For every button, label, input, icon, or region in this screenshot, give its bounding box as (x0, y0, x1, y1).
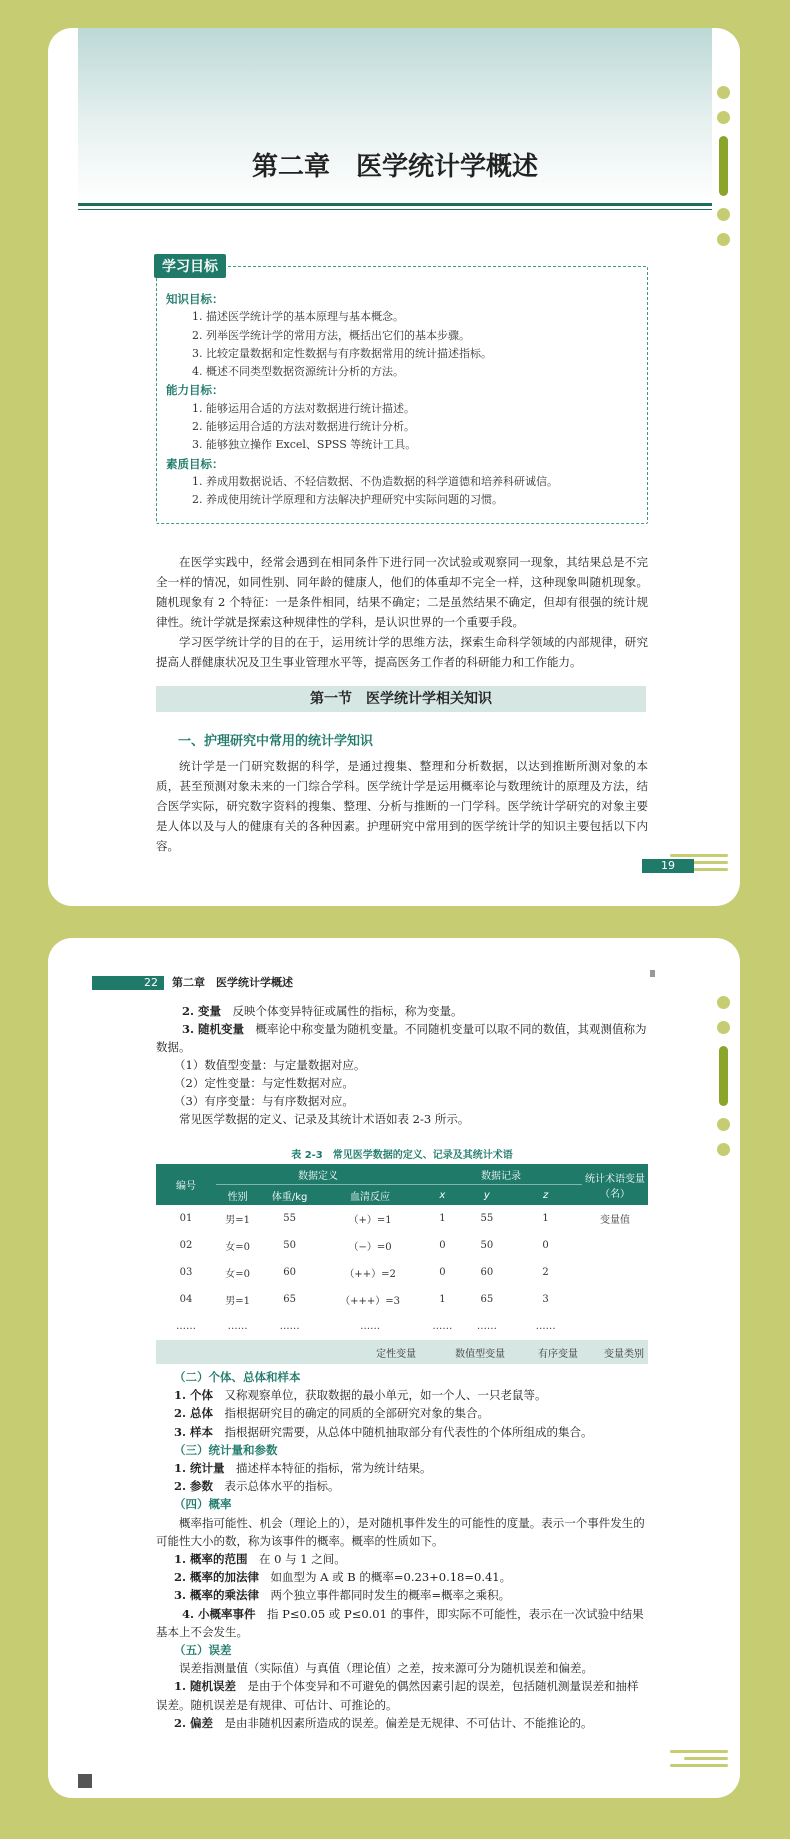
cell: 2 (542, 1267, 549, 1278)
var-type: （1）数值型变量：与定量数据对应。 (174, 1058, 366, 1072)
cell: 55 (480, 1213, 494, 1224)
subsection-heading: （五）误差 (174, 1643, 232, 1658)
goal-item: 1. 能够运用合适的方法对数据进行统计描述。 (192, 401, 415, 415)
th-sub: y (465, 1185, 510, 1206)
term-label: 2. 总体 (174, 1406, 214, 1421)
term-label: 1. 随机误差 (174, 1679, 237, 1694)
cell: 60 (480, 1267, 494, 1278)
th-sub: 性别 (216, 1185, 259, 1206)
cell: …… (227, 1321, 248, 1332)
intro-paragraph: 在医学实践中，经常会遇到在相同条件下进行同一次试验或观察同一现象，其结果总是不完全一样的情况，如同性别、同年龄的健康人，他们的体重却不完全一样，这种现象叫随机现象。随机现象有 2 个特征：一是条件相同，结果不确定；二是虽然结果不确定，但却有很强的统计规律性。统计学就是探索这种规律性的学科，是认识世界的一个重要手段。 (156, 555, 648, 629)
cell: 3 (542, 1294, 549, 1305)
goal-category: 能力目标： (166, 383, 224, 398)
term-text: 两个独立事件都同时发生的概率=概率之乘积。 (259, 1588, 511, 1603)
table-intro: 常见医学数据的定义、记录及其统计术语如表 2-3 所示。 (179, 1112, 470, 1126)
term-label: 2. 偏差 (174, 1715, 214, 1730)
term-label: 1. 概率的范围 (174, 1552, 248, 1567)
goal-item: 3. 比较定量数据和定性数据与有序数据常用的统计描述指标。 (192, 346, 492, 360)
table-row (156, 1286, 648, 1313)
corner-mark (78, 1774, 92, 1788)
paragraph: 概率指可能性、机会（理论上的），是对随机事件发生的可能性的度量。表示一个事件发生的可能性大小的数，称为该事件的概率。概率的性质如下。 (156, 1515, 645, 1548)
goal-item: 1. 描述医学统计学的基本原理与基本概念。 (192, 310, 404, 324)
term-text: 指根据研究需要，从总体中随机抽取部分有代表性的个体所组成的集合。 (213, 1424, 593, 1439)
subsection-heading: （四）概率 (174, 1497, 232, 1512)
term-label: 2. 概率的加法律 (174, 1570, 260, 1585)
term-label: 3. 概率的乘法律 (174, 1588, 260, 1603)
th-rec: 数据记录 (420, 1164, 582, 1185)
cell: 女=0 (225, 1242, 251, 1253)
cell (582, 1259, 648, 1286)
cell: 0 (542, 1240, 549, 1251)
cell (582, 1286, 648, 1313)
cell: 0 (439, 1240, 446, 1251)
cell: …… (535, 1321, 556, 1332)
cell: 1 (439, 1213, 446, 1224)
table-row (156, 1313, 648, 1340)
th-sub: 体重/kg (259, 1185, 320, 1206)
term-label: 3. 样本 (174, 1424, 214, 1439)
term-text: 表示总体水平的指标。 (213, 1479, 340, 1494)
term-text: 又称观察单位，获取数据的最小单元，如一个人、一只老鼠等。 (213, 1388, 547, 1403)
cell: （++）=2 (344, 1269, 396, 1280)
side-decoration (716, 86, 730, 258)
footer-cell: 数值型变量 (420, 1340, 509, 1364)
term-label: 2. 变量 (182, 1004, 222, 1018)
goal-item: 1. 养成用数据说话、不轻信数据、不伪造数据的科学道德和培养科研诚信。 (192, 474, 558, 488)
term-label: 1. 个体 (174, 1388, 214, 1403)
term-text: 是由于个体变异和不可避免的偶然因素引起的误差，包括随机测量误差和抽样误差。随机误差是有规律、可估计、可推论的。 (156, 1679, 639, 1712)
cell: 50 (283, 1240, 296, 1251)
cell: 65 (283, 1294, 296, 1305)
sub-heading: 一、护理研究中常用的统计学知识 (178, 734, 374, 749)
goal-item: 3. 能够独立操作 Excel、SPSS 等统计工具。 (192, 438, 417, 452)
goal-category: 素质目标： (166, 456, 224, 471)
subsection-heading: （三）统计量和参数 (174, 1442, 278, 1457)
paragraph: 误差指测量值（实际值）与真值（理论值）之差，按来源可分为随机误差和偏差。 (179, 1661, 593, 1676)
header-chapter: 第二章 医学统计学概述 (172, 976, 293, 989)
th-id: 编号 (156, 1164, 216, 1205)
table-row (156, 1205, 648, 1232)
cell: …… (176, 1321, 196, 1332)
corner-mark (650, 970, 655, 977)
cell: 01 (179, 1213, 193, 1224)
th-sub: z (509, 1185, 582, 1206)
cell: 50 (480, 1240, 494, 1251)
term-text: 指 P≤0.05 或 P≤0.01 的事件，即实际不可能性，表示在一次试验中结果基本上不会发生。 (156, 1606, 644, 1639)
data-table (156, 1164, 648, 1364)
cell: …… (432, 1321, 453, 1332)
th-sub: x (420, 1185, 465, 1206)
term-label: 3. 随机变量 (182, 1022, 245, 1036)
cell: 女=0 (225, 1269, 251, 1280)
footer-cell: 有序变量 (509, 1340, 582, 1364)
book-page-19 (48, 28, 740, 906)
cell: 60 (283, 1267, 296, 1278)
term-text: 指根据研究目的确定的同质的全部研究对象的集合。 (213, 1406, 490, 1421)
table-title: 表 2-3 常见医学数据的定义、记录及其统计术语 (291, 1150, 513, 1161)
cell: 04 (179, 1294, 193, 1305)
term-label: 2. 参数 (174, 1479, 214, 1494)
goal-item: 2. 列举医学统计学的常用方法，概括出它们的基本步骤。 (192, 328, 470, 342)
th-sub: 血清反应 (320, 1185, 420, 1206)
cell: 1 (542, 1213, 549, 1224)
cell: …… (476, 1321, 497, 1332)
cell: 65 (480, 1294, 494, 1305)
term-text: 在 0 与 1 之间。 (247, 1552, 346, 1567)
cell: 0 (439, 1267, 446, 1278)
footer-cell: 变量类别 (582, 1340, 648, 1364)
cell: （−）=0 (348, 1242, 392, 1253)
term-text: 描述样本特征的指标，常为统计结果。 (224, 1461, 432, 1476)
footer-cell: 定性变量 (320, 1340, 420, 1364)
learning-goals-content (166, 290, 636, 510)
cell: …… (279, 1321, 300, 1332)
cell: 男=1 (225, 1215, 251, 1226)
var-type: （3）有序变量：与有序数据对应。 (174, 1094, 354, 1108)
header-page-number: 22 (92, 976, 164, 990)
cell: （+++）=3 (340, 1296, 400, 1307)
section-paragraph: 统计学是一门研究数据的科学，是通过搜集、整理和分析数据，以达到推断所测对象的本质，甚至预测对象未来的一门综合学科。医学统计学是运用概率论与数理统计的原理及方法，结合医学实际，研究数字资料的搜集、整理、分析与推断的一门学科。医学统计学研究的对象主要是人体以及与人的健康有关的各种因素。护理研究中常用到的医学统计学的知识主要包括以下内容。 (156, 759, 648, 853)
cell (582, 1313, 648, 1340)
body-text-bottom (156, 1368, 648, 1732)
term-text: 概率论中称变量为随机变量。不同随机变量可以取不同的数值，其观测值称为数据。 (156, 1022, 647, 1054)
side-decoration (716, 996, 730, 1168)
cell: 1 (439, 1294, 446, 1305)
intro-paragraph: 学习医学统计学的目的在于，运用统计学的思维方法，探索生命科学领域的内部规律，研究提高人群健康状况及卫生事业管理水平等，提高医务工作者的科研能力和工作能力。 (156, 635, 648, 669)
running-header (92, 976, 412, 990)
cell: （+）=1 (348, 1215, 392, 1226)
cell: 03 (179, 1267, 193, 1278)
goal-item: 2. 养成使用统计学原理和方法解决护理研究中实际问题的习惯。 (192, 493, 503, 507)
cell: 男=1 (225, 1296, 251, 1307)
body-text-top (156, 1002, 648, 1128)
table-row (156, 1259, 648, 1286)
term-text: 反映个体变异特征或属性的指标，称为变量。 (221, 1004, 463, 1018)
chapter-title: 第二章 医学统计学概述 (251, 152, 538, 182)
th-term: 统计术语变量（名） (582, 1164, 648, 1205)
term-label: 4. 小概率事件 (182, 1606, 256, 1621)
th-def: 数据定义 (216, 1164, 420, 1185)
term-label: 1. 统计量 (174, 1461, 225, 1476)
var-type: （2）定性变量：与定性数据对应。 (174, 1076, 354, 1090)
table-footer-row (156, 1340, 648, 1364)
subsection-heading: （二）个体、总体和样本 (174, 1370, 301, 1384)
goal-item: 2. 能够运用合适的方法对数据进行统计分析。 (192, 420, 415, 434)
book-page-22 (48, 938, 740, 1798)
goal-category: 知识目标： (166, 292, 224, 306)
section-title: 第一节 医学统计学相关知识 (156, 686, 646, 712)
cell: 变量值 (600, 1215, 630, 1226)
table-row (156, 1232, 648, 1259)
page-number: 19 (642, 859, 694, 873)
cell: 55 (283, 1213, 296, 1224)
cell: 02 (179, 1240, 193, 1251)
learning-goals-badge: 学习目标 (154, 254, 226, 278)
goal-item: 4. 概述不同类型数据资源统计分析的方法。 (192, 365, 404, 379)
banner-rule (78, 203, 712, 206)
term-text: 是由非随机因素所造成的误差。偏差是无规律、不可估计、不能推论的。 (213, 1715, 593, 1730)
cell: …… (360, 1321, 381, 1332)
stripe-decoration (670, 1750, 728, 1771)
banner-rule-thin (78, 209, 712, 210)
term-text: 如血型为 A 或 B 的概率=0.23+0.18=0.41。 (259, 1570, 512, 1585)
cell (582, 1232, 648, 1259)
